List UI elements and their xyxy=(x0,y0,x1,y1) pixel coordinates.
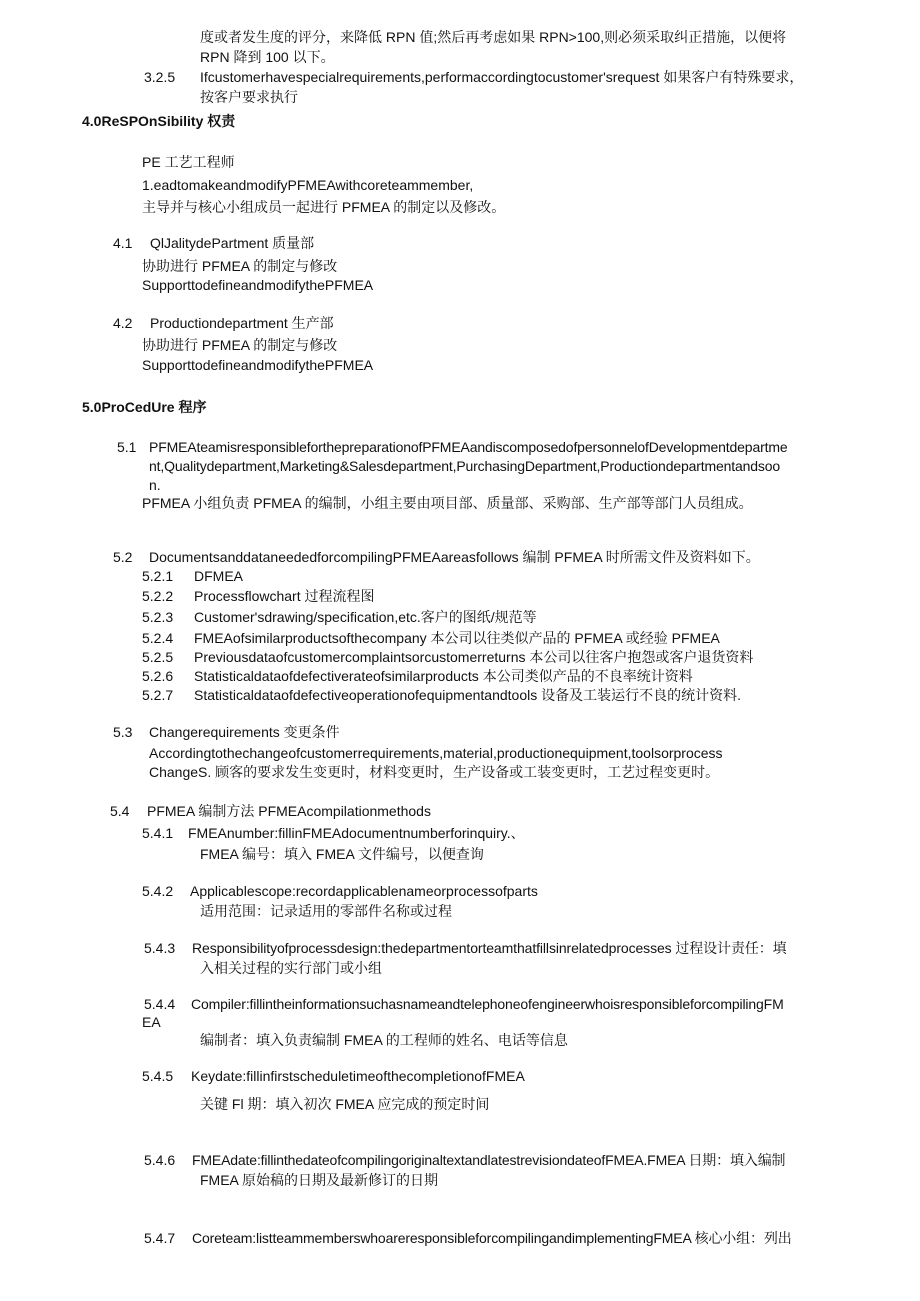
section-5-1-chinese: PFMEA 小组负责 PFMEA 的编制，小组主要由项目部、质量部、采购部、生产部等部门人员组成。 xyxy=(142,495,753,511)
section-4-1-title: QlJalitydePartment 质量部 xyxy=(150,235,315,251)
list-item-number: 5.2.3 xyxy=(142,609,174,625)
section-3-2-5-text: Ifcustomerhavespecialrequirements,performaccordingtocustomer'srequest 如果客户有特殊要求， xyxy=(200,69,804,85)
section-4-1-english: SupporttodefineandmodifythePFMEA xyxy=(142,277,374,293)
list-item-text: DFMEA xyxy=(194,568,243,584)
section-4-2-number: 4.2 xyxy=(113,315,133,331)
section-3-2-5-continuation: 按客户要求执行 xyxy=(200,89,298,105)
section-4-2-english: SupporttodefineandmodifythePFMEA xyxy=(142,357,374,373)
section-5-1-number: 5.1 xyxy=(117,439,137,455)
sub-item-chinese: 入相关过程的实行部门或小组 xyxy=(200,960,382,976)
sub-item-chinese: 编制者：填入负责编制 FMEA 的工程师的姓名、电话等信息 xyxy=(200,1032,568,1048)
sub-item-continuation: EA xyxy=(142,1014,161,1030)
sub-item-chinese: FMEA 原始稿的日期及最新修订的日期 xyxy=(200,1172,439,1188)
section-5-4-title: PFMEA 编制方法 PFMEAcompilationmethods xyxy=(147,803,431,819)
sub-item-text: Coreteam:listteammemberswhoareresponsibleforcompilingandimplementingFMEA 核心小组：列出 xyxy=(192,1230,792,1246)
list-item-number: 5.2.2 xyxy=(142,588,174,604)
pe-role-english: 1.eadtomakeandmodifyPFMEAwithcoreteammember, xyxy=(142,177,474,193)
list-item-number: 5.2.1 xyxy=(142,568,174,584)
section-5-1-line1: PFMEAteamisresponsibleforthepreparationofPFMEAandiscomposedofpersonnelofDevelopmentdepartme xyxy=(149,439,788,455)
list-item-number: 5.2.7 xyxy=(142,687,174,703)
sub-item-number: 5.4.2 xyxy=(142,883,174,899)
sub-item-number: 5.4.4 xyxy=(144,996,176,1012)
section-heading-responsibility: 4.0ReSPOnSibility 权责 xyxy=(82,113,236,129)
sub-item-text: FMEAnumber:fillinFMEAdocumentnumberforinquiry.、 xyxy=(188,825,525,841)
list-item-text: Previousdataofcustomercomplaintsorcustomerreturns 本公司以往客户抱怨或客户退货资料 xyxy=(194,649,754,665)
pe-role-title: PE 工艺工程师 xyxy=(142,154,235,170)
pe-role-chinese: 主导并与核心小组成员一起进行 PFMEA 的制定以及修改。 xyxy=(142,199,506,215)
sub-item-text: Compiler:fillintheinformationsuchasnameandtelephoneofengineerwhoisresponsibleforcompilingFM xyxy=(191,996,784,1012)
list-item-number: 5.2.4 xyxy=(142,630,174,646)
list-item-text: Processflowchart 过程流程图 xyxy=(194,588,375,604)
list-item-text: Statisticaldataofdefectiveoperationofequipmentandtools 设备及工装运行不良的统计资料. xyxy=(194,687,742,703)
sub-item-text: FMEAdate:fillinthedateofcompilingoriginaltextandlatestrevisiondateofFMEA.FMEA 日期：填入编制 xyxy=(192,1152,786,1168)
sub-item-chinese: FMEA 编号：填入 FMEA 文件编号，以便查询 xyxy=(200,846,484,862)
section-5-3-title: Changerequirements 变更条件 xyxy=(149,724,340,740)
list-item-text: Customer'sdrawing/specification,etc.客户的图纸/规范等 xyxy=(194,609,537,625)
section-5-4-number: 5.4 xyxy=(110,803,130,819)
section-4-2-title: Productiondepartment 生产部 xyxy=(150,315,334,331)
section-5-2-number: 5.2 xyxy=(113,549,133,565)
list-item-text: FMEAofsimilarproductsofthecompany 本公司以往类似产品的 PFMEA 或经验 PFMEA xyxy=(194,630,720,646)
section-4-1-chinese: 协助进行 PFMEA 的制定与修改 xyxy=(142,258,338,274)
list-item-number: 5.2.5 xyxy=(142,649,174,665)
sub-item-text: Applicablescope:recordapplicablenameorprocessofparts xyxy=(190,883,538,899)
paragraph-line: 度或者发生度的评分，来降低 RPN 值;然后再考虑如果 RPN>100,则必须采取纠正措施，以便将 xyxy=(200,29,787,45)
section-4-2-chinese: 协助进行 PFMEA 的制定与修改 xyxy=(142,337,338,353)
sub-item-text: Keydate:fillinfirstscheduletimeofthecompletionofFMEA xyxy=(191,1068,525,1084)
sub-item-chinese: 适用范围：记录适用的零部件名称或过程 xyxy=(200,903,452,919)
sub-item-text: Responsibilityofprocessdesign:thedepartmentorteamthatfillsinrelatedprocesses 过程设计责任：填 xyxy=(192,940,787,956)
section-5-3-line2: ChangeS. 顾客的要求发生变更时，材料变更时，生产设备或工装变更时，工艺过程变更时。 xyxy=(149,764,720,780)
sub-item-chinese: 关键 Fl 期：填入初次 FMEA 应完成的预定时间 xyxy=(200,1096,490,1112)
section-heading-procedure: 5.0ProCedUre 程序 xyxy=(82,399,207,415)
section-5-2-title: DocumentsanddataneededforcompilingPFMEAareasfollows 编制 PFMEA 时所需文件及资料如下。 xyxy=(149,549,760,565)
list-item-number: 5.2.6 xyxy=(142,668,174,684)
section-5-1-line3: n. xyxy=(149,477,161,493)
section-5-3-number: 5.3 xyxy=(113,724,133,740)
sub-item-number: 5.4.5 xyxy=(142,1068,174,1084)
section-4-1-number: 4.1 xyxy=(113,235,133,251)
section-5-1-line2: nt,Qualitydepartment,Marketing&Salesdepartment,PurchasingDepartment,Productiondepartmentandsoo xyxy=(149,458,781,474)
sub-item-number: 5.4.7 xyxy=(144,1230,176,1246)
section-5-3-line1: Accordingtothechangeofcustomerrequirements,material,productionequipment,toolsorprocess xyxy=(149,745,723,761)
sub-item-number: 5.4.1 xyxy=(142,825,174,841)
list-item-text: Statisticaldataofdefectiverateofsimilarproducts 本公司类似产品的不良率统计资料 xyxy=(194,668,693,684)
paragraph-line: RPN 降到 100 以下。 xyxy=(200,49,335,65)
sub-item-number: 5.4.3 xyxy=(144,940,176,956)
section-3-2-5-number: 3.2.5 xyxy=(144,69,176,85)
sub-item-number: 5.4.6 xyxy=(144,1152,176,1168)
